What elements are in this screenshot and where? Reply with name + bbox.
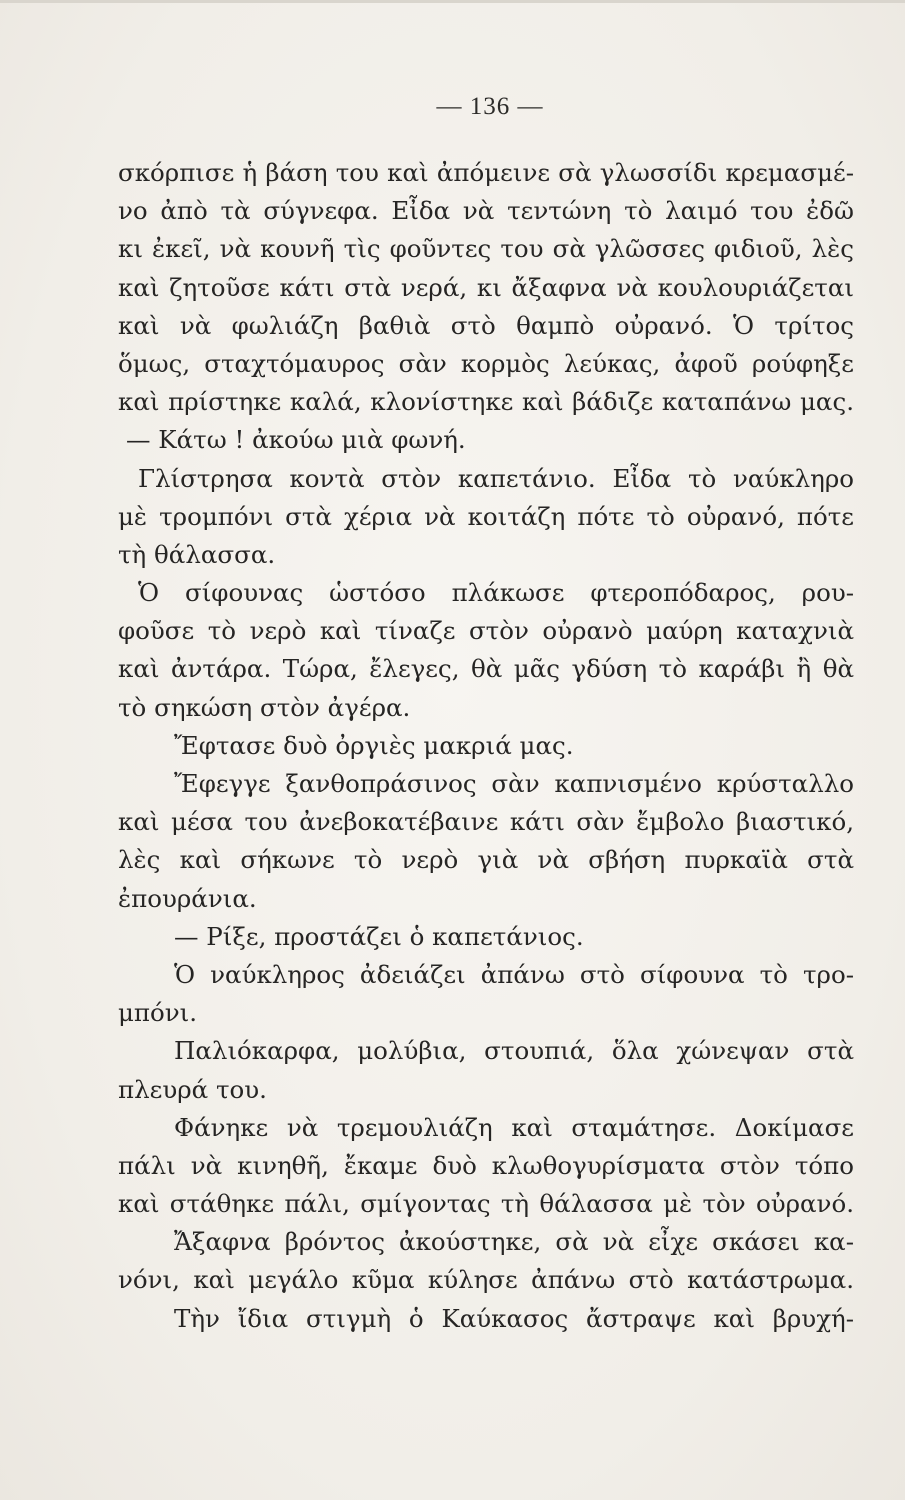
text-line: καὶ ζητοῦσε κάτι στὰ νερά, κι ἄξαφνα νὰ κουλουριάζεται [118, 272, 854, 302]
text-line: τὴ θάλασσα. [118, 539, 276, 569]
text-line: μὲ τρομπόνι στὰ χέρια νὰ κοιτάζη πότε τὸ οὐρανό, πότε [118, 501, 854, 531]
text-line: πάλι νὰ κινηθῆ, ἔκαμε δυὸ κλωθογυρίσματα στὸν τόπο [118, 1150, 854, 1180]
text-line: καὶ πρίστηκε καλά, κλονίστηκε καὶ βάδιζε καταπάνω μας. [118, 387, 854, 417]
text-line: Τὴν ἴδια στιγμὴ ὁ Καύκασος ἄστραψε καὶ βρυχή- [174, 1303, 854, 1333]
text-line: Φάνηκε νὰ τρεμουλιάζη καὶ σταμάτησε. Δοκίμασε [174, 1112, 854, 1142]
text-line: καὶ στάθηκε πάλι, σμίγοντας τὴ θάλασσα μὲ τὸν οὐρανό. [118, 1189, 854, 1219]
text-line: μπόνι. [118, 998, 198, 1028]
text-line: Ἔφεγγε ξανθοπράσινος σὰν καπνισμένο κρύσταλλο [174, 769, 854, 798]
text-line: φοῦσε τὸ νερὸ καὶ τίναζε στὸν οὐρανὸ μαύρη καταχνιὰ [118, 616, 854, 646]
text-line: νόνι, καὶ μεγάλο κῦμα κύλησε ἀπάνω στὸ κατάστρωμα. [118, 1265, 854, 1295]
text-line: ἐπουράνια. [118, 883, 257, 913]
text-line: Ὁ ναύκληρος ἀδειάζει ἀπάνω στὸ σίφουνα τὸ τρο- [174, 959, 854, 989]
text-line: καὶ νὰ φωλιάζη βαθιὰ στὸ θαμπὸ οὐρανό. Ὁ τρίτος [118, 310, 854, 340]
text-line: κι ἐκεῖ, νὰ κουνῆ τὶς φοῦντες του σὰ γλῶσσες φιδιοῦ, λὲς [118, 234, 854, 264]
body-text [118, 154, 854, 1338]
text-line: καὶ μέσα του ἀνεβοκατέβαινε κάτι σὰν ἔμβολο βιαστικό, [118, 807, 854, 837]
page-number: — 136 — [436, 93, 544, 120]
text-line: ὅμως, σταχτόμαυρος σὰν κορμὸς λεύκας, ἀφοῦ ρούφηξε [118, 348, 854, 378]
text-line: Ὁ σίφουνας ὡστόσο πλάκωσε φτεροπόδαρος, ρου- [138, 578, 854, 608]
text-line: σκόρπισε ἡ βάση του καὶ ἀπόμεινε σὰ γλωσσίδι κρεμασμέ- [118, 158, 854, 187]
text-line: — Κάτω ! ἀκούω μιὰ φωνή. [126, 425, 466, 455]
text-line: λὲς καὶ σήκωνε τὸ νερὸ γιὰ νὰ σβήση πυρκαϊὰ στὰ [118, 845, 854, 875]
text-line: — Ρίξε, προστάζει ὁ καπετάνιος. [174, 921, 584, 951]
text-line: Ἔφτασε δυὸ ὀργιὲς μακριά μας. [174, 730, 574, 760]
page-top-edge [0, 0, 905, 3]
text-line: Παλιόκαρφα, μολύβια, στουπιά, ὅλα χώνεψαν στὰ [174, 1036, 854, 1066]
text-line: καὶ ἀντάρα. Τώρα, ἔλεγες, θὰ μᾶς γδύση τὸ καράβι ἢ θὰ [118, 654, 854, 684]
text-line: Ἄξαφνα βρόντος ἀκούστηκε, σὰ νὰ εἶχε σκάσει κα- [174, 1227, 854, 1257]
text-line: πλευρά του. [118, 1074, 267, 1104]
text-line: νο ἀπὸ τὰ σύγνεφα. Εἶδα νὰ τεντώνη τὸ λαιμό του ἐδῶ [118, 196, 854, 226]
text-line: τὸ σηκώση στὸν ἀγέρα. [118, 692, 411, 722]
text-line: Γλίστρησα κοντὰ στὸν καπετάνιο. Εἶδα τὸ ναύκληρο [138, 463, 854, 493]
